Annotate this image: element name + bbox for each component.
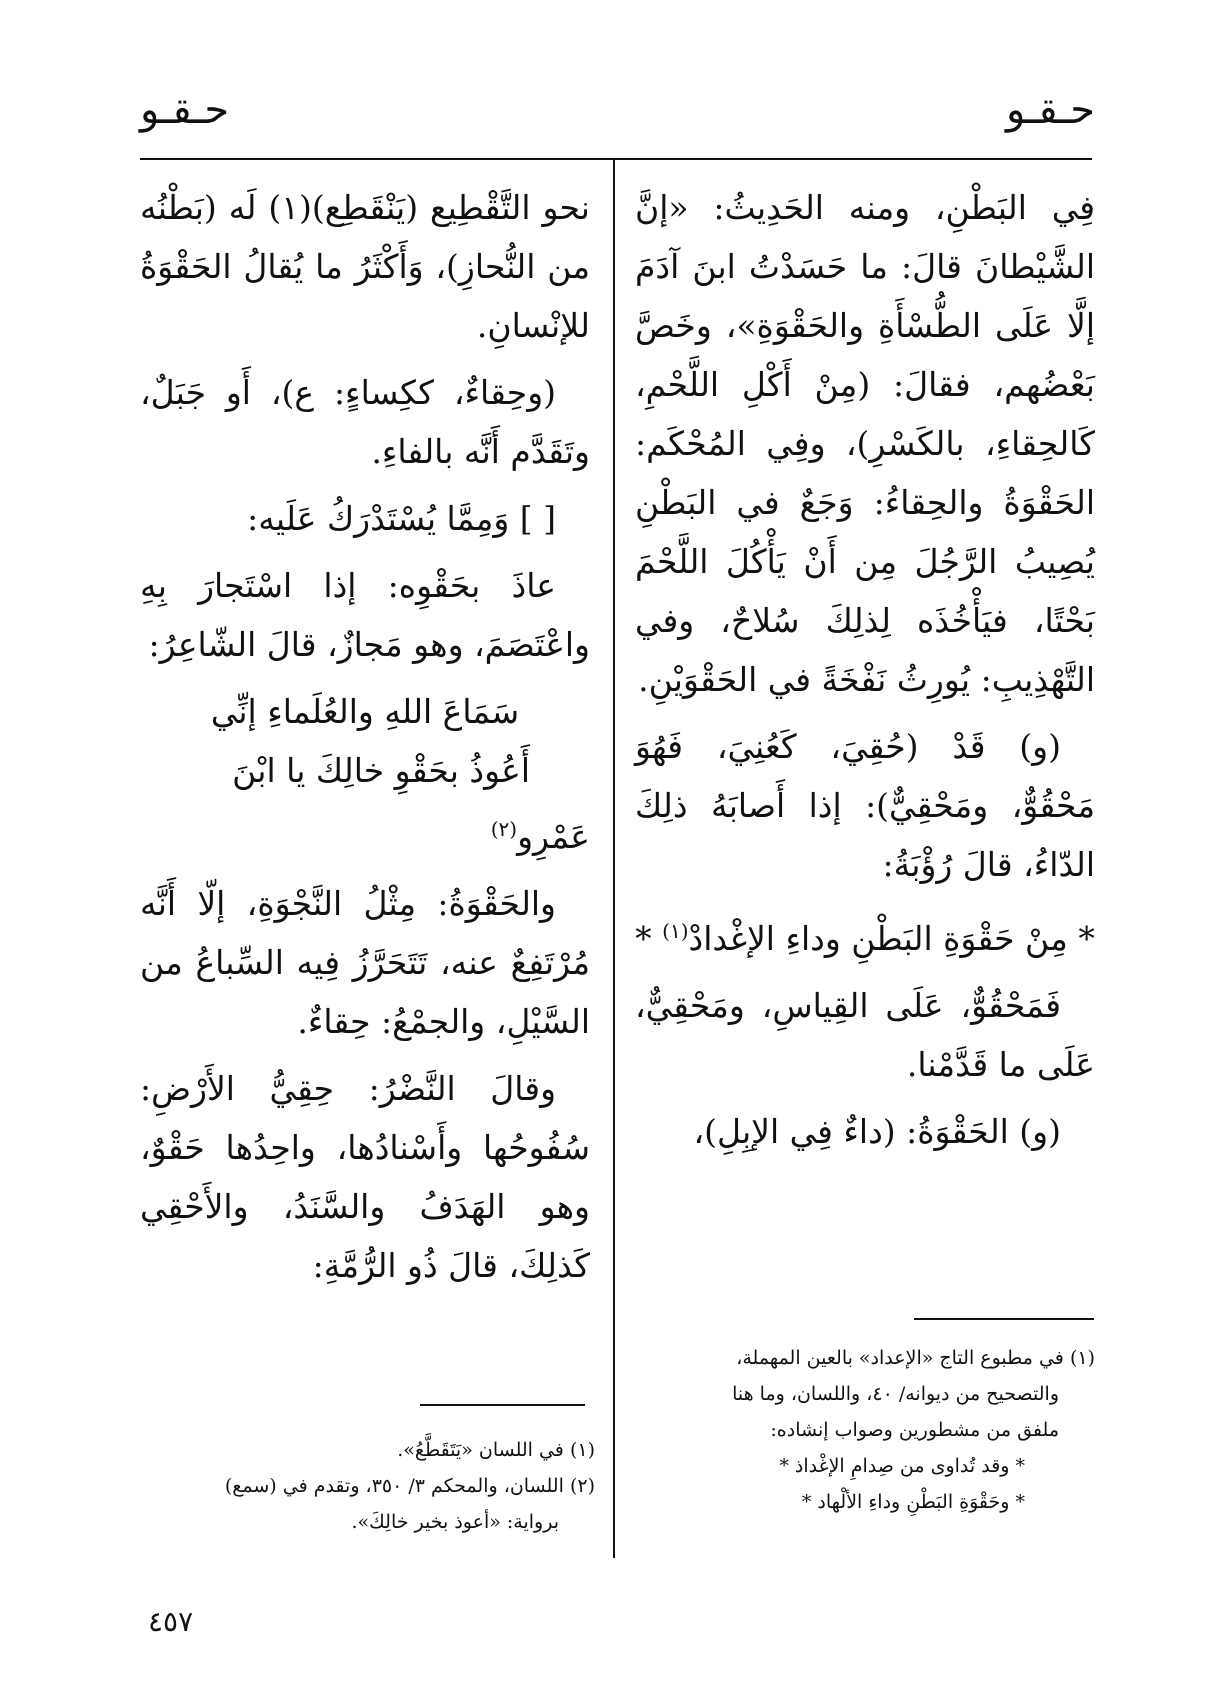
footnote-right-1-label: (١) <box>1069 1347 1095 1369</box>
left-paragraph-3: [ ] وَمِمَّا يُسْتَدْرَكُ عَلَيه: <box>247 499 556 538</box>
footnote-rule-left <box>420 1404 585 1406</box>
left-paragraph-4: عاذَ بحَقْوِه: إذا اسْتَجارَ بِهِ واعْتَصَمَ، وهو مَجازٌ، قالَ الشّاعِرُ: <box>140 566 590 664</box>
footnote-right-1 <box>630 1340 1095 1520</box>
footnotes-right <box>630 1340 1095 1520</box>
header-right-word: حـقـو <box>1005 87 1095 133</box>
footnote-left-2-line-2: برواية: «أعوذ بخير خالِكَ». <box>351 1511 559 1533</box>
right-paragraph-4: (و) الحَقْوَةُ: (داءٌ فِي الإبِلِ)، <box>693 1112 1061 1151</box>
footnote-rule-right <box>914 1318 1094 1320</box>
left-column <box>140 178 590 1303</box>
footnote-left-1 <box>140 1432 595 1468</box>
header-left-word: حـقـو <box>140 87 230 133</box>
left-paragraph-6: وقالَ النَّضْرُ: حِقِيُّ الأَرْضِ: سُفُوحُها وأَسْنادُها، واحِدُها حَقْوٌ، وهو الهَدَفُ والسَّنَدُ، والأَحْقِي كَذلِكَ، قالَ ذُو الرُّمَّةِ: <box>140 1069 590 1285</box>
footnote-right-1-verse-1: * وقد تُداوى من صِدامِ الإغْداذ * <box>779 1455 1025 1477</box>
page-number: ٤٥٧ <box>148 1605 194 1638</box>
footnote-right-1-line-2: والتصحيح من ديوانه/ ٤٠، واللسان، وما هنا <box>732 1383 1059 1405</box>
footnote-left-2-text: اللسان، والمحكم ٣/ ٣٥٠، وتقدم في (سمع) <box>224 1475 564 1497</box>
footnote-left-2 <box>140 1468 595 1540</box>
left-paragraph-5: والحَقْوَةُ: مِثْلُ النَّجْوَةِ، إلّا أَنَّه مُرْتَفِعٌ عنه، تَتَحَرَّزُ فِيه السِّباعُ من السَّيْلِ، والجمْعُ: حِقاءٌ. <box>140 884 590 1041</box>
left-verse-line-1: سَمَاعَ اللهِ والعُلَماءِ إنِّي <box>210 692 520 731</box>
footnote-right-1-verse-2: * وحَقْوَةِ البَطْنِ وداءِ الألْهاد * <box>801 1491 1025 1513</box>
right-column <box>635 178 1095 1169</box>
footnotes-left <box>140 1432 595 1540</box>
right-paragraph-2: (و) قَدْ (حُقِيَ، كَعُنِيَ، فَهُوَ مَحْقُوٌّ، ومَحْقِيٌّ): إذا أَصابَهُ ذلِكَ الدّاءُ، قالَ رُؤْبَةُ: <box>635 727 1095 884</box>
left-verse <box>140 682 590 866</box>
left-verse-line-2: أَعُوذُ بحَقْوِ خالِكَ يا ابْنَ عَمْرِو <box>232 751 590 856</box>
right-verse <box>635 902 1095 968</box>
footnote-left-2-label: (٢) <box>569 1475 595 1497</box>
right-verse-footnote-ref: (١) <box>662 919 689 943</box>
header-rule <box>140 158 1092 160</box>
left-verse-footnote-ref: (٢) <box>490 817 518 841</box>
right-verse-text: * مِنْ حَقْوَةِ البَطْنِ وداءِ الإغْدادْ <box>688 919 1095 958</box>
right-paragraph-3: فَمَحْقُوٌّ، عَلَى القِياسِ، ومَحْقِيٌّ، عَلَى ما قَدَّمْنا. <box>635 986 1095 1084</box>
footnote-left-1-text: في اللسان «يَتَقَطَّعُ». <box>397 1439 564 1461</box>
right-verse-end: * <box>635 919 663 958</box>
column-divider <box>613 158 615 1558</box>
left-verse-line-2-wrap <box>140 741 590 866</box>
left-paragraph-2: (وحِقاءٌ، ككِساءٍ: ع)، أَو جَبَلٌ، وتَقَدَّم أَنَّه بالفاءِ. <box>140 373 590 471</box>
footnote-left-1-label: (١) <box>569 1439 595 1461</box>
footnote-right-1-text: في مطبوع التاج «الإعداد» بالعين المهملة، <box>736 1347 1064 1369</box>
right-paragraph-1: فِي البَطْنِ، ومنه الحَدِيثُ: «إنَّ الشَّيْطانَ قالَ: ما حَسَدْتُ ابنَ آدَمَ إلَّا عَلَى الطُّسْأَةِ والحَقْوَةِ»، وخَصَّ بَعْضُهم، فقالَ: (مِنْ أَكْلِ اللَّحْمِ، كَالحِقاءِ، بالكَسْرِ)، وفِي المُحْكَم: الحَقْوَةُ والحِقاءُ: وَجَعٌ في البَطْنِ يُصِيبُ الرَّجُلَ مِن أَنْ يَأْكُلَ اللَّحْمَ بَحْتًا، فيَأْخُذَه لِذلِكَ سُلاحٌ، وفي التَّهْذِيبِ: يُورِثُ نَفْخَةً في الحَقْوَيْنِ. <box>635 188 1095 699</box>
footnote-right-1-line-3: ملفق من مشطورين وصواب إنشاده: <box>770 1419 1059 1441</box>
left-paragraph-1: نحو التَّقْطِيع (يَنْقَطِع)(١) لَه (بَطْنُه من النُّحازِ)، وَأَكْثَرُ ما يُقالُ الحَقْوَةُ للإنْسانِ. <box>140 188 590 345</box>
